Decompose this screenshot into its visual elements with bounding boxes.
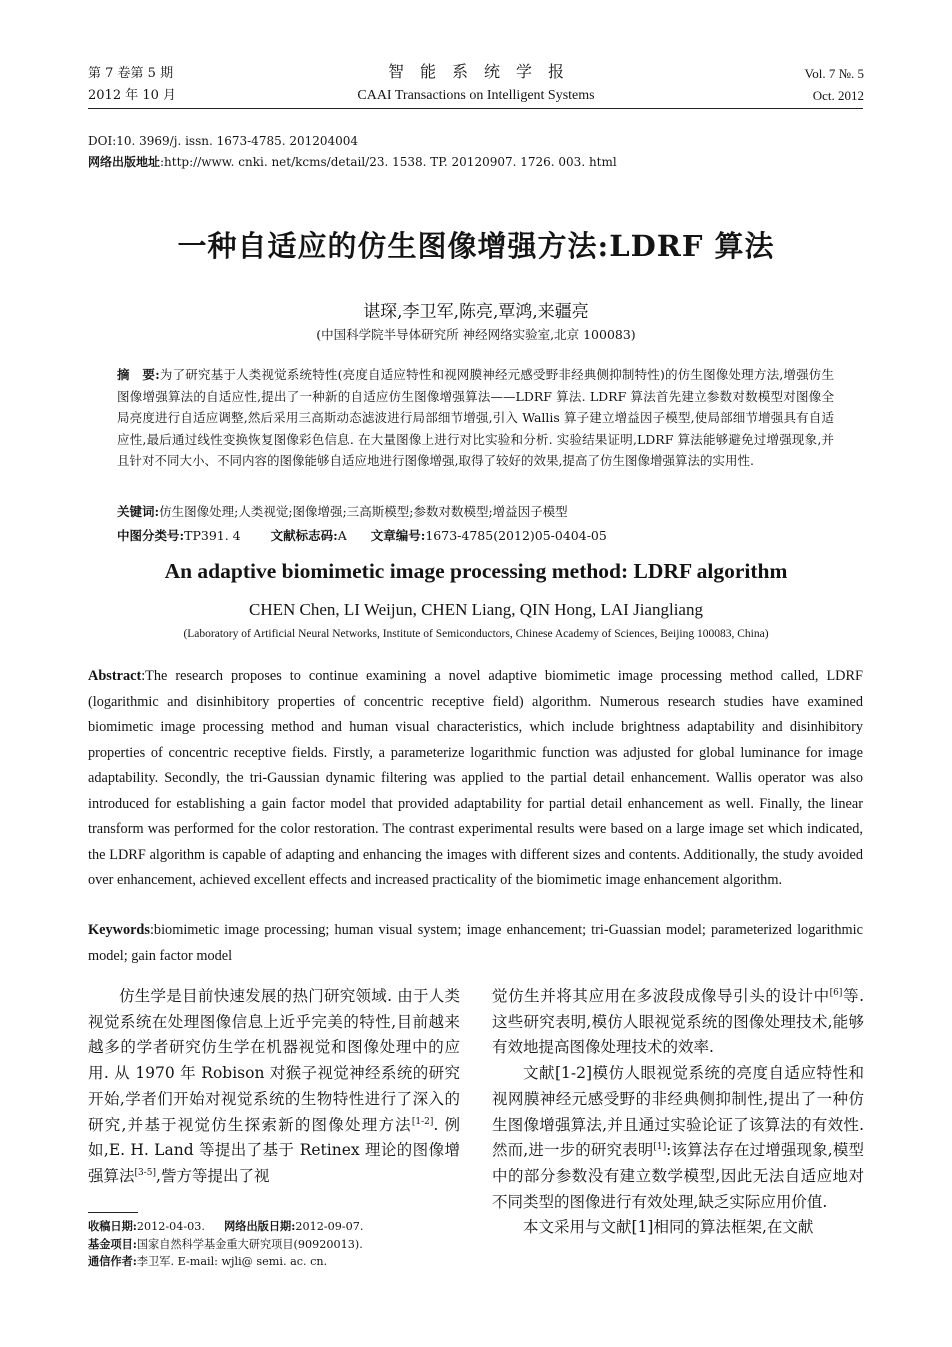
body-text: 等. 这些研究表明,模仿人眼视觉系统的图像处理技术,能够有效地提高图像处理技术的效率. (492, 987, 864, 1057)
body-text: 文献[1-2]模仿人眼视觉系统的亮度自适应特性和视网膜神经元感受野的非经典侧抑制性,提出了一种仿生图像增强算法,并且通过实验论证了该算法的有效性. 然而,进一步的研究表明 (492, 1064, 864, 1160)
abstract-cn-label: 摘 要: (117, 367, 160, 382)
authors-cn: 谌琛,李卫军,陈亮,覃鸿,来疆亮 (363, 302, 589, 322)
online-address-label: 网络出版地址 (88, 155, 161, 169)
doi-value: :10. 3969/j. issn. 1673-4785. 201204004 (112, 134, 359, 148)
header-date: 2012 年 10 月 (88, 88, 177, 103)
keywords-cn-label: 关键词: (117, 504, 160, 519)
body-left-column (88, 984, 460, 1190)
classification-line (117, 525, 834, 546)
footnote (88, 1218, 468, 1271)
footnote-corresponding (88, 1253, 468, 1271)
fund-label: 基金项目: (88, 1236, 137, 1251)
body-right-column (492, 984, 864, 1241)
citation: [1-2] (411, 1116, 434, 1127)
doi-line (88, 133, 358, 149)
keywords-en-text: :biomimetic image processing; human visual system; image enhancement; tri-Guassian model; parameterized logarithmic model; gain factor model (88, 922, 863, 964)
body-paragraph (492, 1061, 864, 1215)
abstract-en (88, 664, 863, 894)
online-address-line (88, 154, 617, 170)
clc-value: TP391. 4 (184, 528, 241, 543)
abstract-en-label: Abstract (88, 668, 142, 684)
header-rule (88, 108, 863, 109)
body-paragraph (492, 984, 864, 1061)
doc-code-label: 文献标志码: (270, 528, 338, 543)
abstract-en-text: :The research proposes to continue examining a novel adaptive biomimetic image processing method called, LDRF (logarithmic and disinhibitory properties of concentric receptive field) algorithm. Numerous research studies have examined biomimetic image processing method and human visual characteristics, which include brightness adaptability and disinhibitory properties of concentric receptive fields. Firstly, a parameterize logarithmic function was adjusted for global luminance for image adaptability. Secondly, the tri-Gaussian dynamic filtering was applied to the partial detail enhancement. Wallis operator was also introduced for establishing a gain factor model that provided adaptability for partial detail enhancement as well. Finally, the linear transform was performed for the color restoration. The contrast experimental results were based on a large image set which indicated, the LDRF algorithm is capable of adapting and enhancing the images with different sizes and contents. Additionally, the study avoided over enhancement, achieved excellent effects and increased practicality of the biomimetic image enhancement algorithm. (88, 668, 863, 888)
keywords-en-label: Keywords (88, 922, 150, 938)
footnote-received (88, 1218, 468, 1236)
footnote-fund (88, 1236, 468, 1254)
title-cn: 一种自适应的仿生图像增强方法:LDRF 算法 (177, 229, 775, 263)
body-text: . 例如,E. H. Land 等提出了基于 Retinex 理论的图像增强算法 (88, 1115, 460, 1185)
body-text: ,訾方等提出了视 (156, 1166, 270, 1185)
article-no-label: 文章编号: (370, 528, 426, 543)
article-no-value: 1673-4785(2012)05-0404-05 (425, 528, 607, 543)
citation: [6] (829, 988, 843, 998)
corresponding-label: 通信作者: (88, 1254, 137, 1268)
header-vol-no: Vol. 7 №. 5 (804, 66, 864, 81)
body-text: 仿生学是目前快速发展的热门研究领域. 由于人类视觉系统在处理图像信息上近乎完美的特性,目前越来越多的学者研究仿生学在机器视觉和图像处理中的应用. 从 1970 年 Robison 对猴子视觉神经系统的研究开始,学者们开始对视觉系统的生物特性进行了深入的研究,并基于视觉仿生探索新的图像处理方法 (88, 987, 460, 1134)
online-date-label: 网络出版日期: (224, 1219, 296, 1233)
header-journal-cn: 智 能 系 统 学 报 (387, 62, 564, 81)
abstract-cn-text: 为了研究基于人类视觉系统特性(亮度自适应特性和视网膜神经元感受野非经典侧抑制特性)的仿生图像处理方法,增强仿生图像增强算法的自适应性,提出了一种新的自适应仿生图像增强算法——LDRF 算法. LDRF 算法首先建立参数对数模型对图像全局亮度进行自适应调整,然后采用三高斯动态滤波进行局部细节增强,引入 Wallis 算子建立增益因子模型,使局部细节增强具有自适应性,最后通过线性变换恢复图像彩色信息. 在大量图像上进行对比实验和分析. 实验结果证明,LDRF 算法能够避免过增强现象,并且针对不同大小、不同内容的图像能够自适应地进行图像增强,取得了较好的效果,提高了仿生图像增强算法的实用性. (117, 367, 834, 468)
keywords-cn (117, 501, 834, 522)
doi-label: DOI (88, 134, 113, 148)
affiliation-en: (Laboratory of Artificial Neural Networks, Institute of Semiconductors, Chinese Academy of Sciences, Beijing 100083, China) (183, 628, 769, 640)
citation: [3-5] (134, 1167, 157, 1178)
fund-value: 国家自然科学基金重大研究项目(90920013). (136, 1237, 363, 1251)
received-label: 收稿日期: (88, 1219, 137, 1233)
body-paragraph (88, 984, 460, 1190)
corresponding-value: 李卫军. E-mail: wjli@ semi. ac. cn. (136, 1255, 328, 1268)
abstract-cn (117, 364, 834, 472)
title-en: An adaptive biomimetic image processing method: LDRF algorithm (164, 559, 788, 583)
header-journal-en: CAAI Transactions on Intelligent Systems (357, 88, 595, 103)
online-address-value: :http://www. cnki. net/kcms/detail/23. 1538. TP. 20120907. 1726. 003. html (160, 155, 617, 169)
doc-code-value: A (337, 528, 347, 543)
clc-label: 中图分类号: (117, 528, 185, 543)
keywords-cn-text: 仿生图像处理;人类视觉;图像增强;三高斯模型;参数对数模型;增益因子模型 (159, 504, 568, 519)
citation: [1] (653, 1142, 667, 1153)
footnote-rule (88, 1212, 138, 1213)
body-text: :该算法存在过增强现象,模型中的部分参数没有建立数学模型,因此无法自适应地对不同类型的图像进行有效处理,缺乏实际应用价值. (492, 1141, 864, 1211)
body-paragraph: 本文采用与文献[1]相同的算法框架,在文献 (523, 1218, 814, 1237)
affiliation-cn: (中国科学院半导体研究所 神经网络实验室,北京 100083) (316, 327, 636, 342)
header-month-year: Oct. 2012 (812, 88, 864, 103)
received-value: 2012-04-03. (136, 1220, 205, 1233)
keywords-en (88, 918, 863, 969)
online-date-value: 2012-09-07. (295, 1220, 364, 1233)
authors-en: CHEN Chen, LI Weijun, CHEN Liang, QIN Hong, LAI Jiangliang (249, 600, 703, 619)
body-text: 觉仿生并将其应用在多波段成像导引头的设计中 (492, 987, 830, 1005)
header-volume-issue: 第 7 卷第 5 期 (88, 66, 174, 81)
